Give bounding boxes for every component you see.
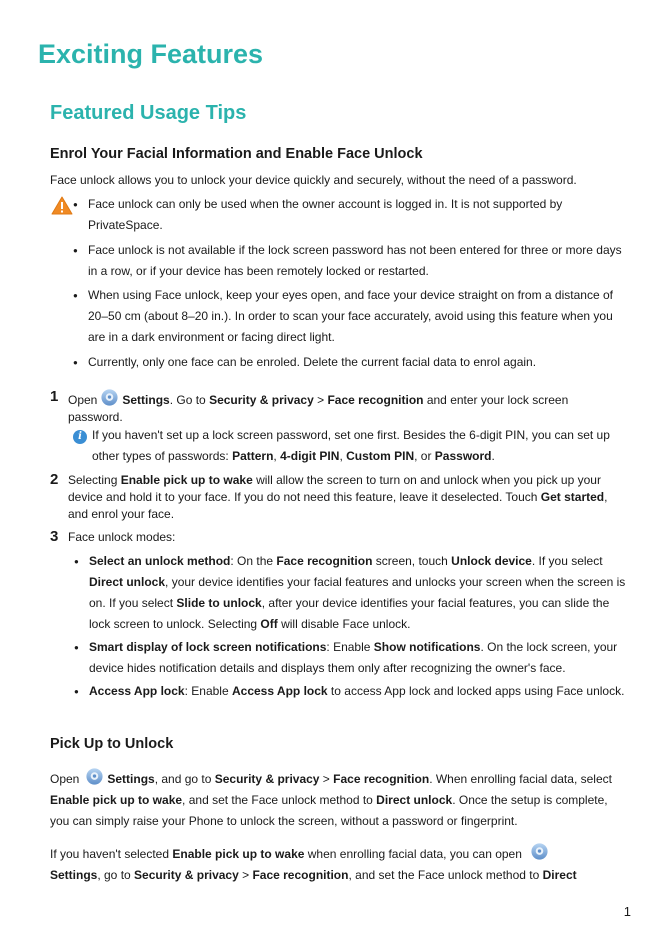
info-icon: i [73, 430, 87, 444]
unlock-mode-item: ● Smart display of lock screen notifications: Enable Show notifications. On the lock screen, your device hides notification details and displays them only after recognizing the owner's face. [89, 637, 626, 679]
face-unlock-heading: Enrol Your Facial Information and Enable Face Unlock [50, 146, 423, 162]
warning-icon [51, 196, 73, 215]
password-tip: If you haven't set up a lock screen password, set one first. Besides the 6-digit PIN, you can set up other types of passwords: Pattern, 4-digit PIN, Custom PIN, or Password. [92, 428, 610, 463]
page-number: 1 [623, 904, 631, 919]
step-2-text: Selecting Enable pick up to wake will allow the screen to turn on and unlock when you pick up your device and hold it to your face. If you do not need this feature, leave it deselected. Touch Get started, and enrol your face. [68, 473, 608, 521]
settings-gear-icon[interactable] [85, 767, 104, 786]
pick-up-heading: Pick Up to Unlock [50, 736, 174, 752]
unlock-mode-item: ● Access App lock: Enable Access App lock to access App lock and locked apps using Face unlock. [89, 681, 626, 702]
step-number: 2 [50, 471, 59, 488]
note-item: ● Currently, only one face can be enroled. Delete the current facial data to enrol again. [88, 352, 626, 373]
settings-gear-icon[interactable] [530, 842, 549, 861]
note-item: ● Face unlock is not available if the lock screen password has not been entered for three or more days in a row, or if your device has been remotely locked or restarted. [88, 240, 626, 282]
step-1-text: Open Settings. Go to Security & privacy > Face recognition and enter your lock screen password. [68, 388, 626, 426]
note-item: ● When using Face unlock, keep your eyes open, and face your device straight on from a distance of 20–50 cm (about 8–20 in.). In order to scan your face accurately, avoid using this feature when you are in a dark environment or facing direct light. [88, 285, 626, 348]
pick-up-paragraph-1: Open Settings, and go to Security & privacy > Face recognition. When enrolling facial data, select Enable pick up to wake, and set the Face unlock method to Direct unlock. Once the setup is complete, you can simply raise your Phone to unlock the screen, without a password or fingerprint. [50, 767, 626, 832]
page-title: Exciting Features [38, 39, 264, 69]
step-3-text: Face unlock modes: [68, 530, 176, 544]
step-number: 3 [50, 528, 59, 545]
note-item: ● Face unlock can only be used when the owner account is logged in. It is not supported by PrivateSpace. [88, 194, 626, 236]
section-title: Featured Usage Tips [50, 102, 247, 124]
unlock-mode-item: ● Select an unlock method: On the Face recognition screen, touch Unlock device. If you select Direct unlock, your device identifies your facial features and unlocks your screen when the screen is on. If you select Slide to unlock, after your device identifies your facial features, you can slide the lock screen to unlock. Selecting Off will disable Face unlock. [89, 551, 626, 635]
step-number: 1 [50, 388, 59, 405]
settings-gear-icon[interactable] [100, 388, 119, 407]
pick-up-paragraph-2: If you haven't selected Enable pick up to wake when enrolling facial data, you can open Settings, go to Security & privacy > Face recognition, and set the Face unlock method to Direct [50, 842, 626, 886]
face-unlock-intro: Face unlock allows you to unlock your device quickly and securely, without the need of a password. [50, 173, 577, 187]
